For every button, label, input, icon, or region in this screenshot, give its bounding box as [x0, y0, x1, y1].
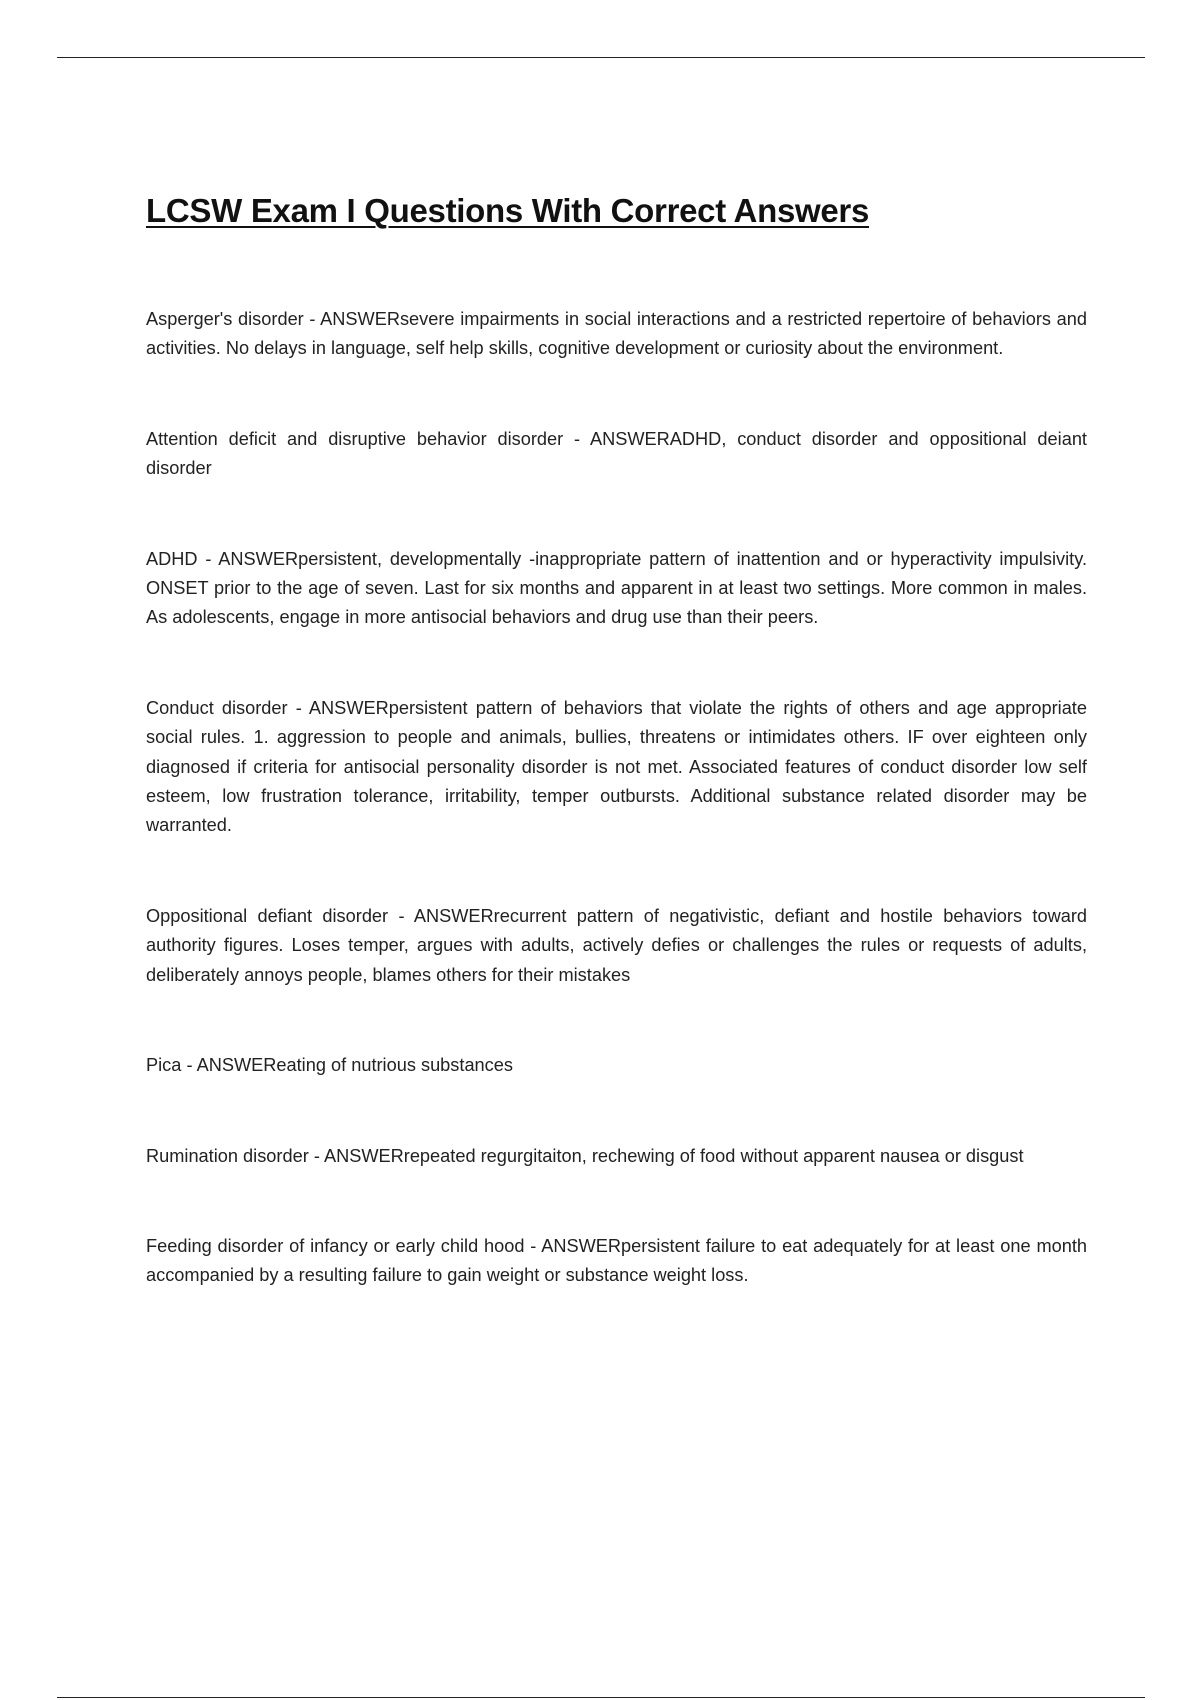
entry-term: Rumination disorder	[146, 1145, 309, 1166]
header-rule	[57, 57, 1145, 58]
qa-entry-aspergers	[146, 305, 1087, 364]
qa-entry-pica	[146, 1051, 1087, 1080]
qa-list	[146, 305, 1087, 1291]
entry-answer: ANSWERrecurrent pattern of negativistic, defiant and hostile behaviors toward authority figures. Loses temper, argues with adults, actively defies or challenges the rules or requests of adults, deliberately annoys people, blames others for their mistakes	[146, 905, 1087, 985]
qa-entry-rumination	[146, 1142, 1087, 1171]
page-title: LCSW Exam I Questions With Correct Answers	[146, 192, 870, 229]
entry-term: Attention deficit and disruptive behavior disorder	[146, 428, 564, 449]
entry-separator: -	[308, 1145, 324, 1166]
qa-entry-adhd	[146, 545, 1087, 633]
qa-entry-attention-deficit	[146, 425, 1087, 484]
entry-answer: ANSWEReating of nutrious substances	[196, 1055, 513, 1076]
entry-answer: ANSWERrepeated regurgitaiton, rechewing of food without apparent nausea or disgust	[323, 1145, 1024, 1166]
entry-separator: -	[388, 905, 414, 926]
entry-separator: -	[181, 1055, 197, 1076]
entry-answer: ANSWERpersistent pattern of behaviors that violate the rights of others and age appropriate social rules. 1. aggression to people and animals, bullies, threatens or intimidates others. IF over eighteen only diagnosed if criteria for antisocial personality disorder is not met. Associated features of conduct disorder low self esteem, low frustration tolerance, irritability, temper outbursts. Additional substance related disorder may be warranted.	[146, 697, 1087, 836]
entry-separator: -	[563, 428, 590, 449]
qa-entry-oppositional-defiant	[146, 902, 1087, 990]
entry-term: Oppositional defiant disorder	[146, 905, 389, 926]
entry-term: Asperger's disorder	[146, 309, 304, 329]
qa-entry-conduct-disorder	[146, 694, 1087, 841]
entry-separator: -	[524, 1235, 542, 1256]
entry-answer: ANSWERsevere impairments in social interactions and a restricted repertoire of behaviors and activities. No delays in language, self help skills, cognitive development or curiosity about the environment.	[146, 309, 1087, 359]
entry-answer: ANSWERADHD, conduct disorder and oppositional deiant disorder	[146, 428, 1087, 479]
footer-rule	[57, 1697, 1145, 1698]
entry-separator: -	[303, 309, 321, 329]
entry-answer: ANSWERpersistent failure to eat adequately for at least one month accompanied by a resulting failure to gain weight or substance weight loss.	[146, 1235, 1088, 1286]
entry-answer: ANSWERpersistent, developmentally -inappropriate pattern of inattention and or hyperactivity impulsivity. ONSET prior to the age of seven. Last for six months and apparent in at least two settings. More common in males. As adolescents, engage in more antisocial behaviors and drug use than their peers.	[146, 548, 1087, 628]
entry-term: Pica	[146, 1055, 182, 1076]
entry-term: ADHD	[146, 548, 198, 569]
entry-separator: -	[197, 548, 219, 569]
entry-term: Conduct disorder	[146, 697, 288, 718]
entry-separator: -	[287, 697, 309, 718]
qa-entry-feeding-disorder	[146, 1232, 1087, 1291]
entry-term: Feeding disorder of infancy or early child hood	[146, 1235, 525, 1256]
